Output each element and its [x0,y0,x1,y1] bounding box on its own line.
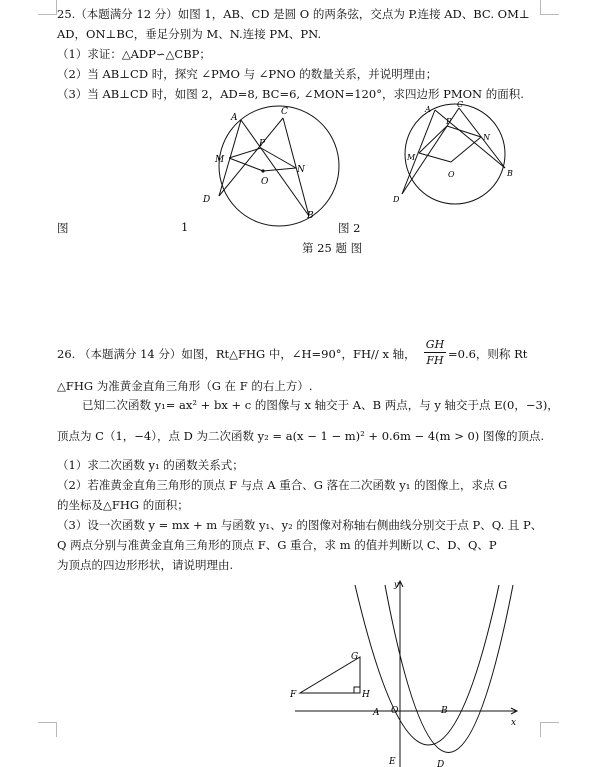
figure-2-label: 图 2 [338,221,361,235]
p26-line-3: 已知二次函数 y₁= ax² + bx + c 的图像与 x 轴交于 A、B 两点，与 y 轴交于点 E(0，−3)， [82,398,559,412]
figure-caption: 第 25 题 图 [302,241,363,255]
label-o: O [391,706,399,716]
label-h: H [362,690,370,700]
p25-line-1: 25.（本题满分 12 分）如图 1，AB、CD 是圆 O 的两条弦，交点为 P.连接 AD、BC. OM⊥ [57,7,530,21]
figure-1-circle-diagram [195,100,365,230]
figure-1-label-left: 图 [57,221,69,235]
label-y-axis: y [394,580,399,589]
p25-line-2: AD，ON⊥BC，垂足分别为 M、N.连接 PM、PN. [57,27,322,41]
fig1-label-n: N [297,165,305,175]
fig2-label-m: M [407,153,416,162]
p26-question-3b: Q 两点分别与准黄金直角三角形的顶点 F、G 重合，求 m 的值并判断以 C、D、Q、P [57,538,497,552]
crop-mark-top-right [540,0,559,15]
fig2-label-o: O [448,170,455,179]
fig2-label-b: B [507,169,513,178]
parabola-graph [285,575,525,767]
label-b: B [441,706,448,716]
fig1-label-a: A [231,113,238,123]
p26-line-1a: 26. （本题满分 14 分）如图，Rt△FHG 中，∠H=90°，FH// x 轴， [57,347,416,361]
fig1-label-c: C [281,107,288,117]
figure-2-circle-diagram [385,100,525,212]
p26-line-2: △FHG 为准黄金直角三角形（G 在 F 的右上方）. [57,379,313,393]
p26-question-3a: （3）设一次函数 y = mx + m 与函数 y₁、y₂ 的图像对称轴右侧曲线分别交于点 P、Q. 且 P、 [57,518,543,532]
fig2-label-p: P [446,117,452,126]
gh-over-fh-fraction [424,337,446,368]
crop-mark-bottom-left [38,722,57,737]
p25-question-2: （2）当 AB⊥CD 时，探究 ∠PMO 与 ∠PNO 的数量关系，并说明理由； [57,67,438,81]
fig2-label-a: A [425,105,431,114]
fig2-label-c: C [457,100,464,109]
p25-question-3: （3）当 AB⊥CD 时，如图 2，AD=8, BC=6, ∠MON=120°，求四边形 PMON 的面积. [57,87,524,101]
p26-line-4: 顶点为 C（1，−4），点 D 为二次函数 y₂ = a(x − 1 − m)² + 0.6m − 4(m > 0) 图像的顶点. [57,429,545,443]
p26-line-1b: =0.6，则称 Rt [448,347,528,361]
label-g: G [351,652,359,662]
label-x-axis: x [511,718,517,728]
fig1-label-o: O [261,177,269,187]
fig1-label-b: B [307,211,314,221]
fraction-numerator: GH [425,338,445,351]
fig2-label-d: D [393,195,400,204]
fraction-denominator: FH [426,354,444,367]
label-d: D [437,760,445,767]
p26-question-3c: 为顶点的四边形形状，请说明理由. [57,558,234,572]
fig1-label-m: M [215,155,225,165]
p26-question-2a: （2）若准黄金直角三角形的顶点 F 与点 A 重合、G 落在二次函数 y₁ 的图像上，求点 G [57,478,508,492]
figure-1-label-number: 1 [181,220,189,234]
crop-mark-bottom-right [540,722,559,737]
triangle-fhg [300,657,360,693]
crop-mark-top-left [38,0,57,15]
fig2-label-n: N [483,133,490,142]
fig1-label-p: P [259,139,266,149]
label-a: A [373,708,380,718]
p25-question-1: （1）求证：△ADP∽△CBP； [57,47,211,61]
label-f: F [290,690,297,700]
label-e: E [389,757,396,767]
parabola-y1 [355,585,499,745]
p26-question-1: （1）求二次函数 y₁ 的函数关系式； [57,458,244,472]
fig1-label-d: D [203,195,211,205]
p26-question-2b: 的坐标及△FHG 的面积； [57,498,189,512]
